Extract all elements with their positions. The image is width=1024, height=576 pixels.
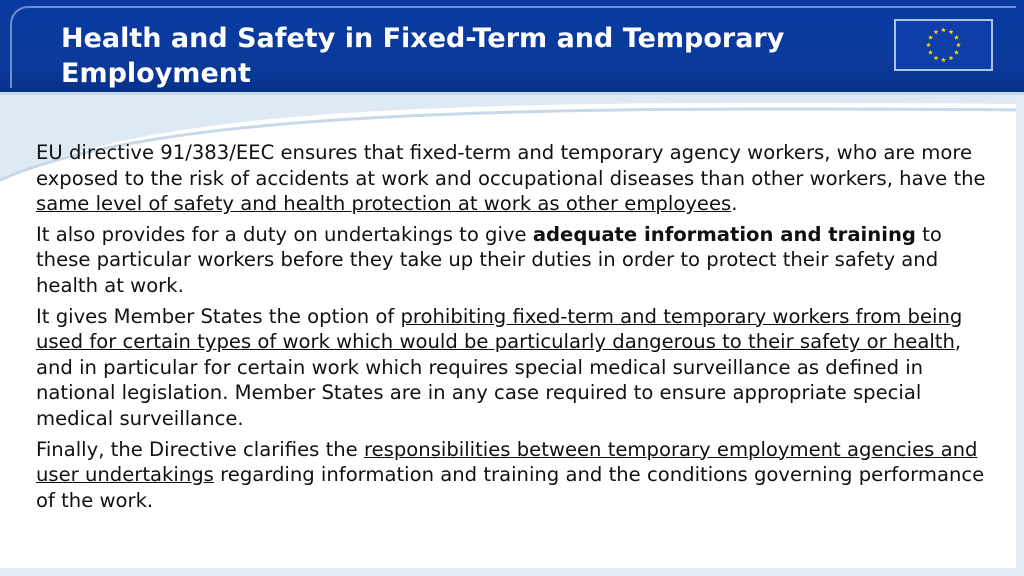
underlined-phrase: responsibilities between temporary employment agencies and user undertakings — [36, 437, 978, 487]
flag-star — [949, 29, 954, 34]
flag-star — [934, 29, 939, 34]
paragraph-4: Finally, the Directive clarifies the responsibilities between temporary employment agencies and user undertakings regarding information and training and the conditions governing performance of the work. — [36, 437, 985, 512]
page-title: Health and Safety in Fixed-Term and Temporary Employment — [61, 23, 785, 89]
eu-flag-icon — [894, 19, 993, 71]
flag-star — [949, 55, 954, 60]
flag-star — [954, 35, 959, 40]
paragraph-3: It gives Member States the option of prohibiting fixed-term and temporary workers from being used for certain types of work which would be particularly dangerous to their safety or health, and in particular for certain work which requires special medical surveillance as defined in national legislation. Member States are in any case required to ensure appropriate special medical surveillance. — [36, 304, 963, 430]
flag-star — [928, 35, 933, 40]
flag-star — [956, 42, 961, 47]
header-bar — [0, 0, 1024, 95]
flag-star — [928, 50, 933, 55]
flag-star — [954, 50, 959, 55]
body-text — [36, 140, 986, 518]
bottom-edge-band — [0, 568, 1024, 576]
right-edge-band — [1016, 92, 1024, 576]
underlined-phrase: prohibiting fixed-term and temporary workers from being used for certain types of work which would be particularly dangerous to their safety or health — [36, 304, 963, 354]
bold-phrase: adequate information and training — [532, 222, 916, 246]
underlined-phrase: same level of safety and health protection at work as other employees — [36, 192, 732, 216]
eu-flag-stars — [896, 21, 991, 69]
flag-star — [926, 42, 931, 47]
flag-star — [941, 57, 946, 62]
paragraph-1: EU directive 91/383/EEC ensures that fixed-term and temporary agency workers, who are more exposed to the risk of accidents at work and occupational diseases than other workers, have the same level of safety and health protection at work as other employees. — [36, 141, 986, 216]
flag-star — [941, 27, 946, 32]
flag-star — [934, 55, 939, 60]
paragraph-2: It also provides for a duty on undertakings to give adequate information and training to these particular workers before they take up their duties in order to protect their safety and health at work. — [36, 222, 942, 297]
